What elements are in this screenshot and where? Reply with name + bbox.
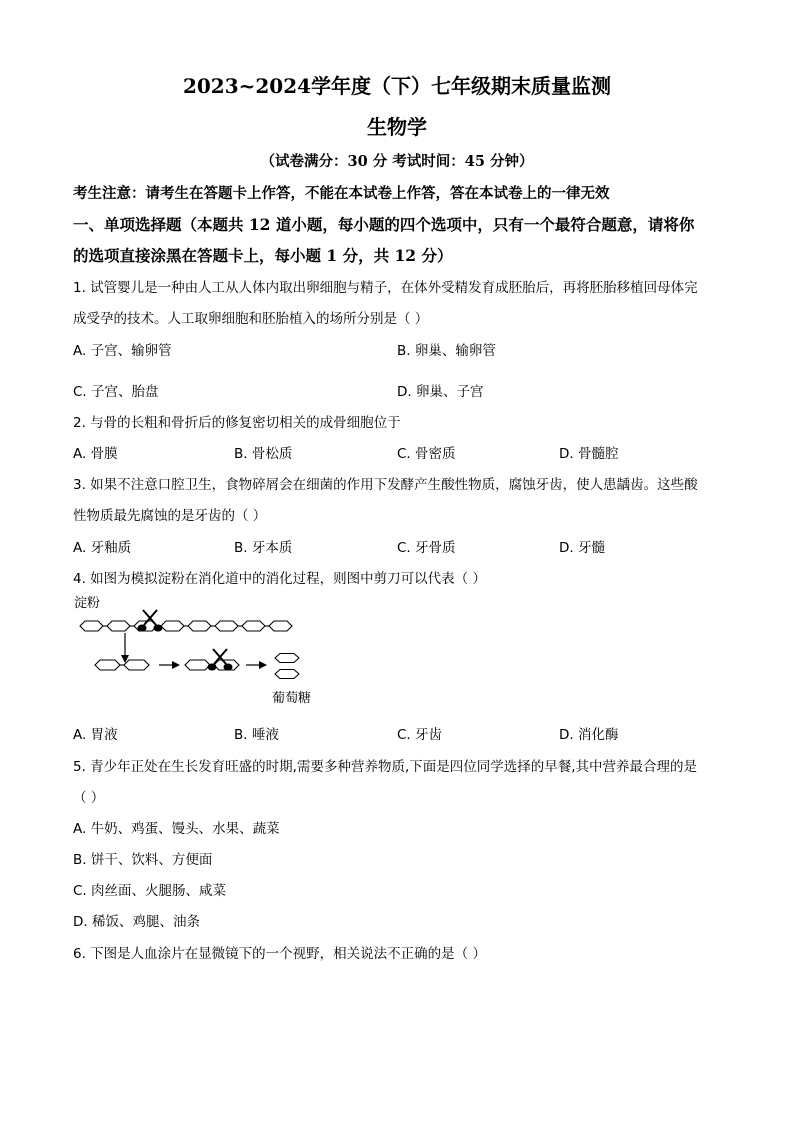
starch-label: 淀粉 [74, 596, 101, 611]
question-1-line1: 1. 试管婴儿是一种由人工从人体内取出卵细胞与精子，在体外受精发育成胚胎后，再将胚胎移植回母体完 [73, 280, 698, 296]
exam-info: （试卷满分：30 分 考试时间：45 分钟） [260, 153, 534, 170]
glucose-unit [242, 621, 265, 631]
question-2-option-d: D. 骨髓腔 [559, 446, 619, 462]
maltose-chain-middle [95, 660, 149, 670]
starch-digestion-figure [70, 592, 330, 712]
scissors-part [225, 665, 232, 670]
section-heading-line1: 一、单项选择题（本题共 12 道小题，每小题的四个选项中，只有一个最符合题意，请将你 [73, 215, 695, 234]
question-4-option-a: A. 胃液 [73, 727, 118, 743]
question-4-line1: 4. 如图为模拟淀粉在消化道中的消化过程，则图中剪刀可以代表（ ） [73, 571, 486, 587]
right-arrow-icon [159, 661, 180, 669]
question-5-line2: （ ） [73, 790, 105, 806]
question-3-option-a: A. 牙釉质 [73, 540, 132, 556]
question-2-option-c: C. 骨密质 [397, 446, 456, 462]
glucose-label: 葡萄糖 [272, 691, 312, 706]
question-1-option-b: B. 卵巢、输卵管 [397, 343, 496, 359]
scissors-part [209, 665, 216, 670]
question-5-option-d: D. 稀饭、鸡腿、油条 [73, 914, 200, 930]
question-3-line2: 性物质最先腐蚀的是牙齿的（ ） [73, 508, 267, 524]
glucose-unit [269, 621, 292, 631]
right-arrow-icon-2 [246, 661, 267, 669]
section-heading-line2: 的选项直接涂黑在答题卡上，每小题 1 分，共 12 分） [73, 246, 453, 265]
glucose-unit [124, 660, 149, 670]
question-4-option-b: B. 唾液 [234, 727, 279, 743]
question-6-line1: 6. 下图是人血涂片在显微镜下的一个视野，相关说法不正确的是（ ） [73, 946, 486, 962]
question-5-line1: 5. 青少年正处在生长发育旺盛的时期,需要多种营养物质,下面是四位同学选择的早餐,其中营养最合理的是 [73, 759, 698, 775]
glucose-unit [185, 660, 210, 670]
question-3-option-d: D. 牙髓 [559, 540, 605, 556]
question-5-option-c: C. 肉丝面、火腿肠、咸菜 [73, 883, 227, 899]
glucose-unit [80, 621, 103, 631]
question-2-line1: 2. 与骨的长粗和骨折后的修复密切相关的成骨细胞位于 [73, 415, 401, 431]
scissors-part [155, 626, 162, 631]
question-5-option-b: B. 饼干、饮料、方便面 [73, 852, 213, 868]
scissors-part [139, 626, 146, 631]
question-4-option-c: C. 牙齿 [397, 727, 443, 743]
question-2-option-b: B. 骨松质 [234, 446, 293, 462]
starch-chain-top [80, 621, 292, 631]
glucose-unit [161, 621, 184, 631]
exam-notice: 考生注意：请考生在答题卡上作答，不能在本试卷上作答，答在本试卷上的一律无效 [73, 185, 610, 202]
question-2-option-a: A. 骨膜 [73, 446, 118, 462]
question-3-option-b: B. 牙本质 [234, 540, 293, 556]
question-1-option-c: C. 子宫、胎盘 [73, 384, 159, 400]
glucose-unit [107, 621, 130, 631]
question-1-option-a: A. 子宫、输卵管 [73, 343, 172, 359]
question-3-line1: 3. 如果不注意口腔卫生，食物碎屑会在细菌的作用下发酵产生酸性物质，腐蚀牙齿，使人患龋齿。这些酸 [73, 477, 698, 493]
glucose-unit [275, 670, 299, 679]
subject-title: 生物学 [367, 115, 427, 139]
glucose-unit [275, 654, 299, 663]
question-1-option-d: D. 卵巢、子宫 [397, 384, 484, 400]
glucose-unit [215, 621, 238, 631]
question-1-line2: 成受孕的技术。人工取卵细胞和胚胎植入的场所分别是（ ） [73, 311, 429, 327]
glucose-units [275, 654, 299, 679]
glucose-unit [188, 621, 211, 631]
glucose-unit [95, 660, 120, 670]
question-4-option-d: D. 消化酶 [559, 727, 619, 743]
question-3-option-c: C. 牙骨质 [397, 540, 456, 556]
exam-title: 2023~2024学年度（下）七年级期末质量监测 [182, 74, 612, 98]
question-5-option-a: A. 牛奶、鸡蛋、馒头、水果、蔬菜 [73, 821, 280, 837]
down-arrow-icon [121, 633, 129, 663]
